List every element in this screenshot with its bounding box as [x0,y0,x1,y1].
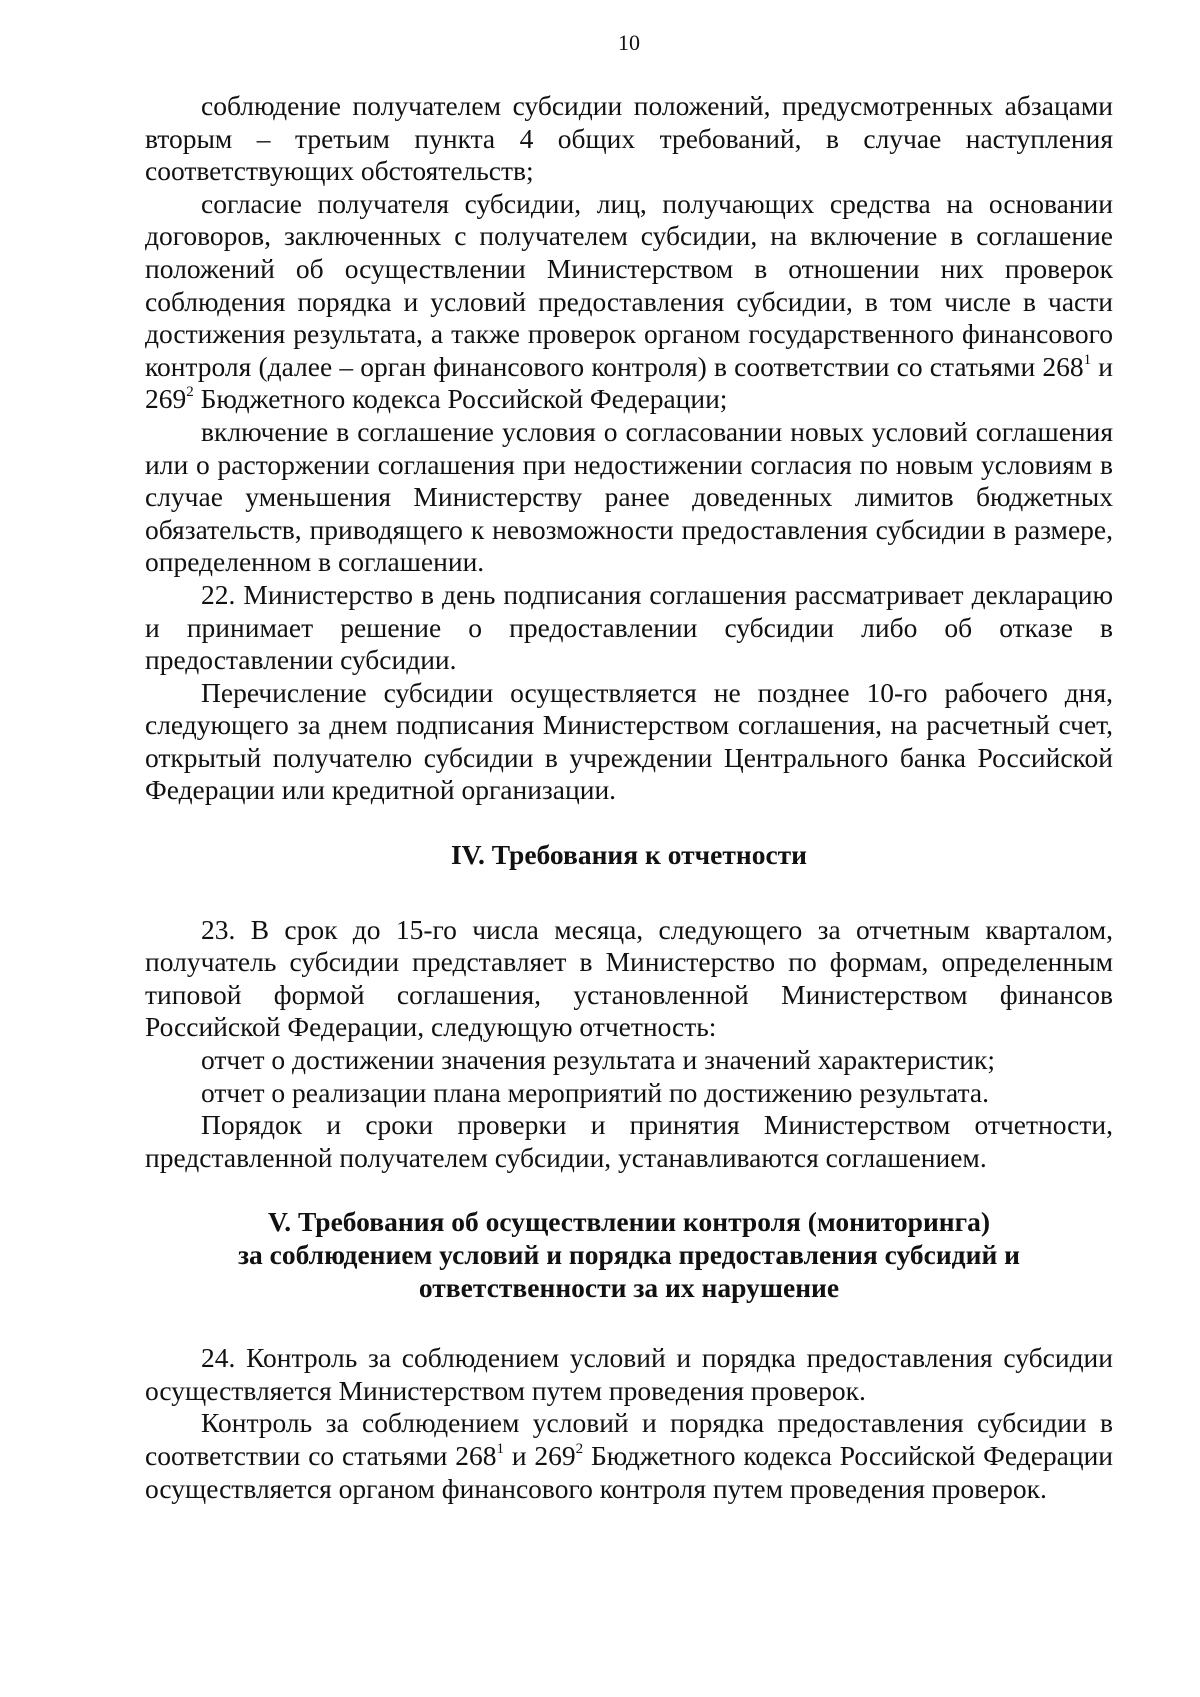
page-number: 10 [618,30,640,55]
paragraph-report-plan: отчет о реализации плана мероприятий по достижению результата. [201,1076,989,1108]
text-segment: согласие получателя субсидии, лиц, получающих средства на основании договоров, заключенных с получателем субсидии, на включение в соглашение положений об осуществлении Министерством в отношении них проверок соблюдения порядка и условий предоставления субсидии, в том числе в части достижения результата, а также проверок органом государственного финансового контроля (далее – орган финансового контроля) в соответствии со статьями 268 [145,187,1113,382]
text-segment: Контроль за соблюдением условий и порядка предоставления субсидии в соответствии со статьями 268 [145,1407,1113,1471]
text-segment: Бюджетного кодекса Российской Федерации; [193,383,728,415]
section-heading-v-line-1: V. Требования об осуществлении контроля (мониторинга) [267,1206,991,1238]
document-body [145,90,1113,1505]
text-segment: и 269 [503,1439,576,1471]
superscript: 1 [1083,351,1092,368]
paragraph-report-result: отчет о достижении значения результата и значений характеристик; [201,1044,996,1076]
paragraph-consent-inspections [145,188,1113,416]
paragraph-item-23: 23. В срок до 15-го числа месяца, следующего за отчетным кварталом, получатель субсидии представляет в Министерство по формам, определенным типовой формой соглашения, установленной Министерством финансов Российской Федерации, следующую отчетность: [145,913,1113,1043]
paragraph-transfer: Перечисление субсидии осуществляется не позднее 10-го рабочего дня, следующего за днем подписания Министерством соглашения, на расчетный счет, открытый получателю субсидии в учреждении Центрального банка Российской Федерации или кредитной организации. [145,676,1113,806]
section-heading-iv: IV. Требования к отчетности [450,839,808,871]
paragraph-financial-control [145,1407,1113,1505]
section-heading-v [145,1206,1113,1304]
text-segment: и 269 [145,350,1113,415]
paragraph-compliance-provisions: соблюдение получателем субсидии положений, предусмотренных абзацами вторым – третьим пункта 4 общих требований, в случае наступления соответствующих обстоятельств; [145,90,1113,187]
paragraph-new-conditions: включение в соглашение условия о согласовании новых условий соглашения или о расторжении соглашения при недостижении согласия по новым условиям в случае уменьшения Министерству ранее доведенных лимитов бюджетных обязательств, приводящего к невозможности предоставления субсидии в размере, определенном в соглашении. [145,415,1113,578]
section-heading-v-line-3: ответственности за их нарушение [418,1271,840,1303]
superscript: 2 [575,1440,584,1457]
superscript: 1 [496,1440,504,1457]
paragraph-item-24: 24. Контроль за соблюдением условий и порядка предоставления субсидии осуществляется Министерством путем проведения проверок. [145,1342,1113,1406]
superscript: 2 [186,384,194,401]
paragraph-item-22: 22. Министерство в день подписания соглашения рассматривает декларацию и принимает решение о предоставлении субсидии либо об отказе в предоставлении субсидии. [145,578,1113,676]
section-heading-v-line-2: за соблюдением условий и порядка предоставления субсидий и [237,1239,1021,1270]
text-segment: Бюджетного кодекса Российской Федерации осуществляется органом финансового контроля путем проведения проверок. [145,1439,1114,1504]
paragraph-report-procedure: Порядок и сроки проверки и принятия Министерством отчетности, представленной получателем субсидии, устанавливаются соглашением. [145,1109,1113,1173]
